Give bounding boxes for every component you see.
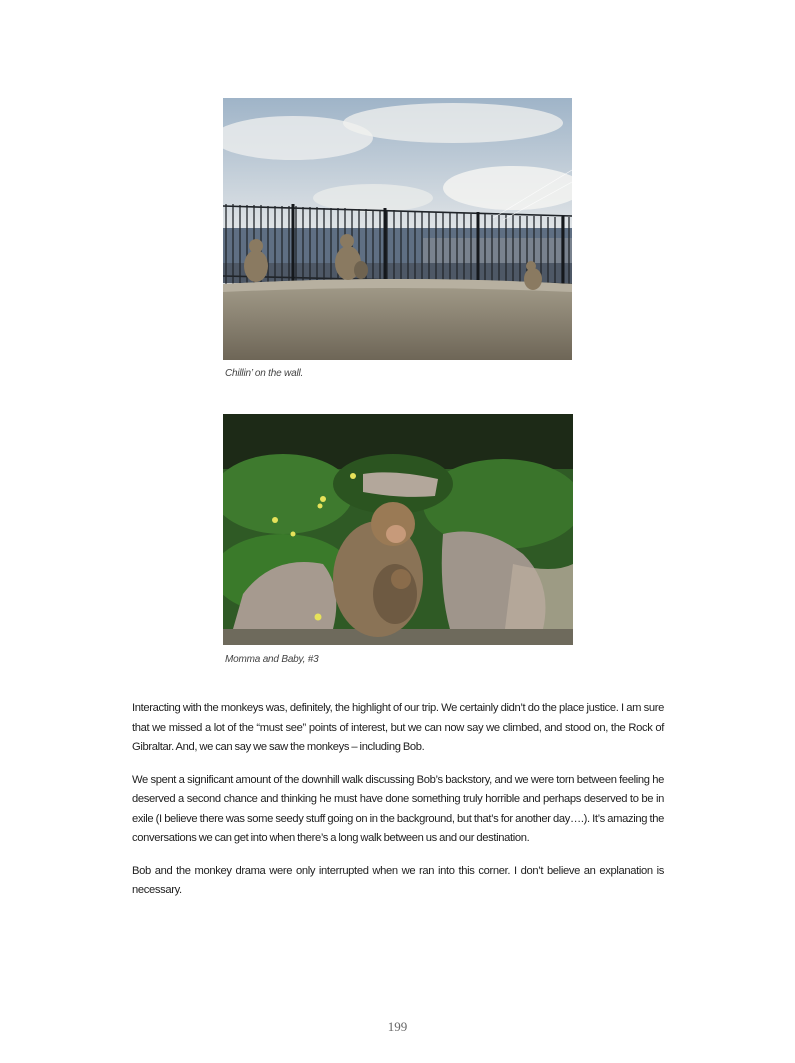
paragraph: Bob and the monkey drama were only interrupted when we ran into this corner. I don’t believe an explanation is necessary. [132,864,664,896]
figure-caption: Chillin’ on the wall. [225,368,304,379]
body-text [132,699,664,914]
figure-caption: Momma and Baby, #3 [225,654,319,665]
paragraph: Interacting with the monkeys was, definitely, the highlight of our trip. We certainly didn’t do the place justice. I am sure that we missed a lot of the “must see” points of interest, but we can now say we climbed, and stood on, the Rock of Gibraltar. And, we can say we saw the monkeys – including Bob. [132,702,664,753]
photo-monkeys-on-wall [223,98,572,360]
paragraph: We spent a significant amount of the downhill walk discussing Bob’s backstory, and we were torn between feeling he deserved a second chance and thinking he must have done something truly horrible and perhaps deserved to be in exile (I believe there was some seedy stuff going on in the background, but that’s for another day….). It’s amazing the conversations we can get into when there’s a long walk between us and our destination. [132,773,664,844]
page-number: 199 [387,1019,408,1034]
photo-momma-and-baby [223,414,573,645]
